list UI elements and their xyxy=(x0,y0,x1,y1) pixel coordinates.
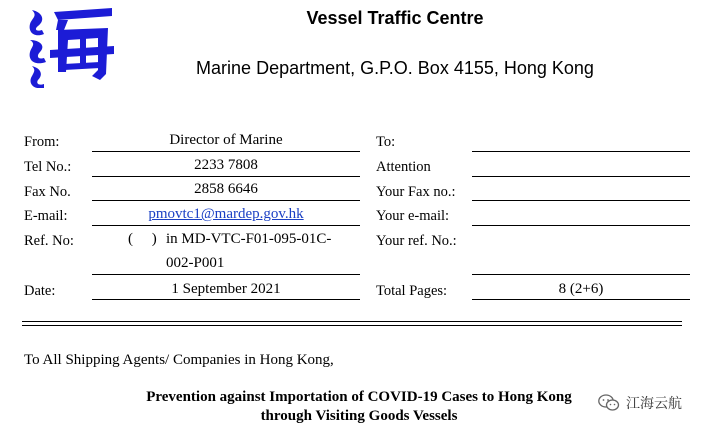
ref-value-line2: 002-P001 xyxy=(166,255,225,271)
your-fax-underline xyxy=(472,200,690,201)
total-pages-value: 8 (2+6) xyxy=(558,281,604,297)
from-underline xyxy=(92,151,360,152)
your-email-underline xyxy=(472,225,690,226)
tel-value: 2233 7808 xyxy=(194,157,258,173)
office-title: Vessel Traffic Centre xyxy=(306,8,484,28)
email-underline xyxy=(92,225,360,226)
subject-line-1: Prevention against Importation of COVID-19 Cases to Hong Kong xyxy=(146,389,572,405)
your-ref-underline xyxy=(472,274,690,275)
from-value: Director of Marine xyxy=(169,132,283,148)
email-link[interactable]: pmovtc1@mardep.gov.hk xyxy=(148,206,304,222)
tel-label: Tel No.: xyxy=(24,159,72,175)
attention-label: Attention xyxy=(376,159,431,175)
to-underline xyxy=(472,151,690,152)
tel-underline xyxy=(92,176,360,177)
fax-value: 2858 6646 xyxy=(194,181,258,197)
your-ref-label: Your ref. No.: xyxy=(376,233,457,249)
date-underline xyxy=(92,299,360,300)
wechat-icon xyxy=(598,394,620,412)
total-pages-underline xyxy=(472,299,690,300)
separator-rule-top xyxy=(22,321,682,322)
ref-bracket: ( ) xyxy=(128,231,157,247)
date-value: 1 September 2021 xyxy=(171,281,281,297)
date-label: Date: xyxy=(24,283,56,299)
ref-underline xyxy=(92,274,360,275)
ref-value-line1: in MD-VTC-F01-095-01C- xyxy=(166,231,332,247)
from-label: From: xyxy=(24,134,60,150)
your-fax-label: Your Fax no.: xyxy=(376,184,456,200)
to-label: To: xyxy=(376,134,396,150)
watermark-text: 江海云航 xyxy=(626,396,682,412)
subject-line-2: through Visiting Goods Vessels xyxy=(260,408,458,424)
fax-underline xyxy=(92,200,360,201)
separator-rule-bottom xyxy=(22,325,682,326)
email-label: E-mail: xyxy=(24,208,68,224)
greeting: To All Shipping Agents/ Companies in Hong Kong, xyxy=(24,352,334,368)
watermark xyxy=(598,393,682,413)
your-email-label: Your e-mail: xyxy=(376,208,450,224)
attention-underline xyxy=(472,176,690,177)
ref-label: Ref. No: xyxy=(24,233,74,249)
total-pages-label: Total Pages: xyxy=(376,283,448,299)
marine-department-logo xyxy=(28,6,114,88)
office-address: Marine Department, G.P.O. Box 4155, Hong Kong xyxy=(196,58,594,78)
fax-label: Fax No. xyxy=(24,184,71,200)
